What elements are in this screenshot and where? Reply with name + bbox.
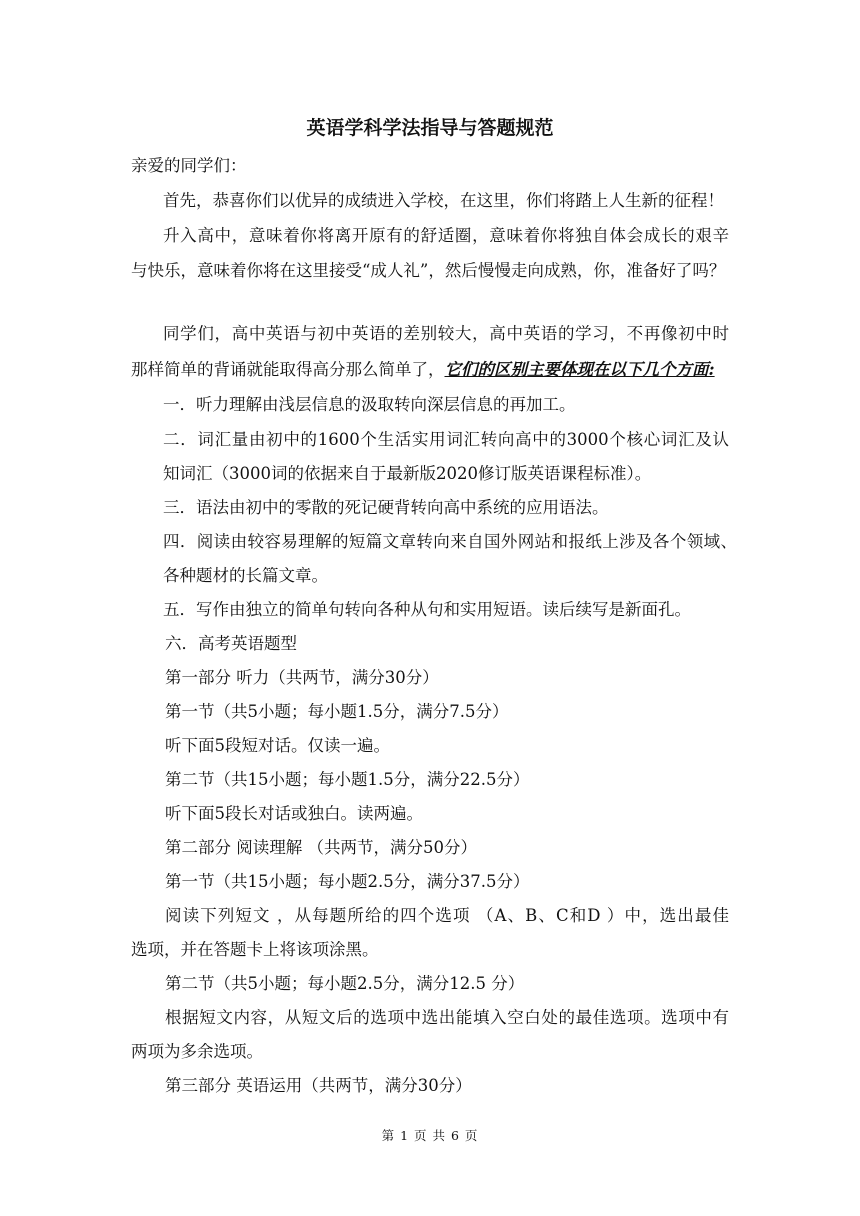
part-2-section-2: 第二节（共5小题；每小题2.5分，满分12.5 分） xyxy=(165,974,525,993)
differences-emphasis: 它们的区别主要体现在以下几个方面: xyxy=(444,360,715,379)
list-item-writing: 五．写作由独立的简单句转向各种从句和实用短语。读后续写是新面孔。 xyxy=(163,600,691,619)
greeting: 亲爱的同学们： xyxy=(131,156,247,175)
list-item-listening: 一．听力理解由浅层信息的汲取转向深层信息的再加工。 xyxy=(163,395,576,414)
section-part-3-heading: 第三部分 英语运用（共两节，满分30分） xyxy=(165,1076,472,1095)
list-item-grammar: 三．语法由初中的零散的死记硬背转向高中系统的应用语法。 xyxy=(163,498,609,517)
list-item-vocabulary-line-1: 二．词汇量由初中的1600个生活实用词汇转向高中的3000个核心词汇及认 xyxy=(163,430,729,449)
paragraph-high-school-line-2: 与快乐，意味着你将在这里接受“成人礼”，然后慢慢走向成熟，你，准备好了吗？ xyxy=(131,261,726,280)
section-part-1-heading: 第一部分 听力（共两节，满分30分） xyxy=(165,668,439,687)
page-number-footer: 第 1 页 共 6 页 xyxy=(381,1128,479,1143)
paragraph-high-school-line-1: 升入高中，意味着你将离开原有的舒适圈，意味着你将独自体会成长的艰辛 xyxy=(163,226,729,245)
part-1-section-2: 第二节（共15小题；每小题1.5分，满分22.5分） xyxy=(165,770,530,789)
section-part-2-heading: 第二部分 阅读理解 （共两节，满分50分） xyxy=(165,838,477,857)
paragraph-differences-line-2 xyxy=(131,356,715,384)
part-2-section-1-desc-line-2: 选项，并在答题卡上将该项涂黑。 xyxy=(131,940,379,959)
part-1-section-1-desc: 听下面5段短对话。仅读一遍。 xyxy=(165,736,390,755)
list-item-exam-types: 六．高考英语题型 xyxy=(165,634,297,653)
paragraph-differences-text: 那样简单的背诵就能取得高分那么简单了， xyxy=(131,360,445,379)
paragraph-congratulations: 首先，恭喜你们以优异的成绩进入学校，在这里，你们将踏上人生新的征程！ xyxy=(163,191,724,210)
part-2-section-1-desc-line-1: 阅读下列短文 ，从每题所给的四个选项 （A、B、C和D ）中，选出最佳 xyxy=(165,906,729,925)
list-item-vocabulary-line-2: 知词汇（3000词的依据来自于最新版2020修订版英语课程标准）。 xyxy=(163,464,652,483)
part-1-section-2-desc: 听下面5段长对话或独白。读两遍。 xyxy=(165,804,423,823)
part-2-section-2-desc-line-2: 两项为多余选项。 xyxy=(131,1042,263,1061)
list-item-reading-line-1: 四．阅读由较容易理解的短篇文章转向来自国外网站和报纸上涉及各个领域、 xyxy=(163,532,737,551)
document-title: 英语学科学法指导与答题规范 xyxy=(306,117,554,139)
part-2-section-1: 第一节（共15小题；每小题2.5分，满分37.5分） xyxy=(165,872,530,891)
part-1-section-1: 第一节（共5小题；每小题1.5分，满分7.5分） xyxy=(165,702,509,721)
paragraph-differences-line-1: 同学们，高中英语与初中英语的差别较大，高中英语的学习，不再像初中时 xyxy=(163,324,729,343)
part-2-section-2-desc-line-1: 根据短文内容，从短文后的选项中选出能填入空白处的最佳选项。选项中有 xyxy=(165,1008,729,1027)
list-item-reading-line-2: 各种题材的长篇文章。 xyxy=(163,566,328,585)
